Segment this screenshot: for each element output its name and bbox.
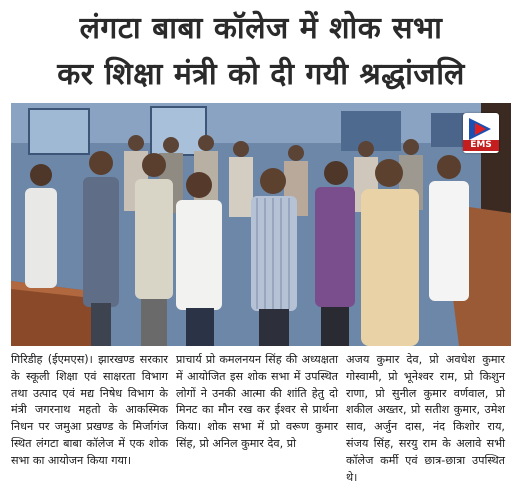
ems-logo (463, 113, 499, 153)
headline-line-2: कर शिक्षा मंत्री को दी गयी श्रद्धांजलि (57, 57, 465, 92)
article-column-3: अजय कुमार देव, प्रो अवधेश कुमार गोस्वामी, प्रो भूनेश्वर राम, प्रो किशुन राणा, प्रो सुनील कुमार वर्णवाल, प्रो शकील अख्तर, प्रो सतीश कुमार, उमेश साव, अर्जुन दास, नंद किशोर राय, संजय सिंह, सरयु राम के अलावे सभी कॉलेज कर्मी एवं छात्र-छात्रा उपस्थित थे। (346, 353, 505, 484)
logo-text: EMS (463, 140, 499, 151)
article-column-1: गिरिडीह (ईएमएस)। झारखण्ड सरकार के स्कूली शिक्षा एवं साक्षरता विभाग तथा उत्पाद एवं मद्य निषेध विभाग के मंत्री जगरनाथ महतो के आकस्मिक निधन पर जमुआ प्रखण्ड के मिर्जागंज स्थित लंगटा बाबा कॉलेज में एक शोक सभा का आयोजन किया गया। (11, 353, 168, 467)
article-column-2: प्राचार्य प्रो कमलनयन सिंह की अध्यक्षता में आयोजित इस शोक सभा में उपस्थित लोगों ने उनकी आत्मा की शांति हेतु दो मिनट का मौन रख कर ईश्वर से प्रार्थना किया। शोक सभा में प्रो वरूण कुमार सिंह, प्रो अनिल कुमार देव, प्रो (176, 353, 338, 450)
article-body (11, 352, 511, 487)
headline-line-1: लंगटा बाबा कॉलेज में शोक सभा (79, 11, 443, 46)
photo-scene (11, 103, 511, 346)
news-photo (11, 103, 511, 346)
headline (0, 0, 522, 100)
logo-inner-triangle-icon (475, 123, 486, 135)
